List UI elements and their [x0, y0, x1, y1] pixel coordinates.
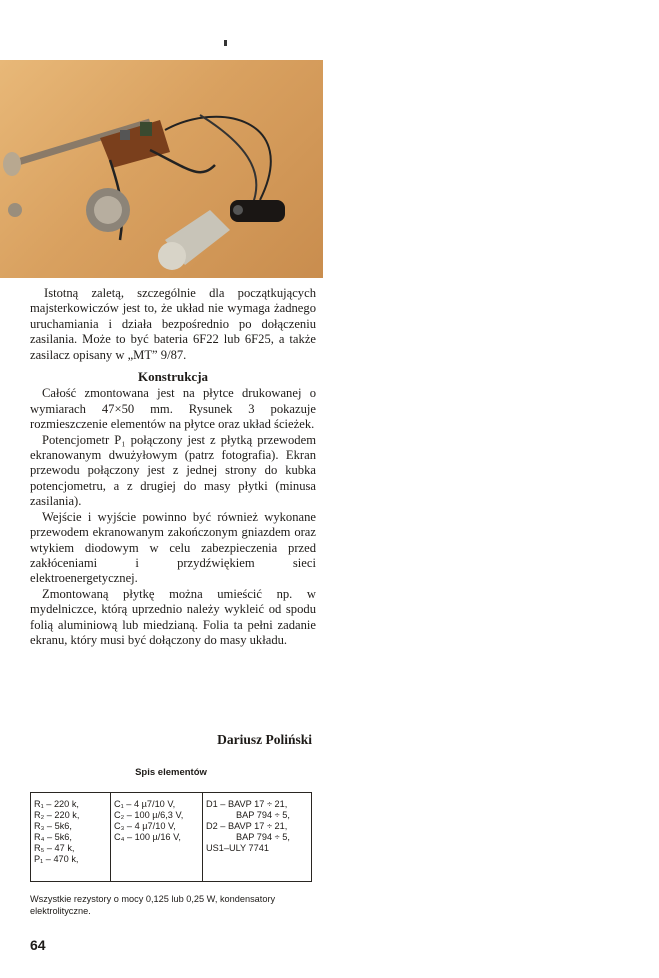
capacitors-cell — [111, 793, 203, 882]
circuit-photo — [0, 60, 323, 278]
parts-list-table — [30, 792, 312, 882]
table-row — [31, 793, 312, 882]
semiconductors-cell — [203, 793, 312, 882]
print-speck — [224, 40, 227, 46]
author-name: Dariusz Poliński — [217, 732, 312, 747]
circuit-photo-drawing — [0, 60, 323, 278]
article-body — [30, 286, 316, 648]
list-item: C₄ – 100 µ/16 V, — [114, 832, 181, 842]
list-item: C₁ – 4 µ7/10 V, — [114, 799, 176, 809]
footnote: Wszystkie rezystory o mocy 0,125 lub 0,25 W, kondensatory elektrolityczne. — [30, 894, 276, 916]
list-item: BAP 794 ÷ 5, — [236, 832, 290, 842]
list-item: BAP 794 ÷ 5, — [236, 810, 290, 820]
body-paragraph: Zmontowaną płytkę można umieścić np. w mydelniczce, którą uprzednio należy wykleić od spodu folią aluminiową lub miedzianą. Folia ta pełni zadanie ekranu, który musi być dołączony do masy układu. — [30, 586, 316, 647]
body-paragraph: Potencjometr P₁ połączony jest z płytką przewodem ekranowanym dwużyłowym (patrz fotografia). Ekran przewodu połączony jest z jednej strony do kubka potencjometru, a z drugiej do masy płytki (minusa zasilania). — [30, 432, 316, 509]
body-paragraph: Całość zmontowana jest na płytce drukowanej o wymiarach 47×50 mm. Rysunek 3 pokazuje rozmieszczenie elementów na płytce oraz układ ścieżek. — [30, 386, 316, 432]
list-item: R₄ – 5k6, — [34, 832, 72, 842]
list-item: D2 – BAVP 17 ÷ 21, — [206, 821, 288, 831]
list-item: R₁ – 220 k, — [34, 799, 79, 809]
list-item: R₂ – 220 k, — [34, 810, 80, 820]
list-item: D1 – BAVP 17 ÷ 21, — [206, 799, 288, 809]
section-heading: Konstrukcja — [137, 369, 209, 385]
list-item: C₂ – 100 µ/6,3 V, — [114, 810, 184, 820]
list-item: US1–ULY 7741 — [206, 843, 269, 853]
intro-paragraph: Istotną zaletą, szczególnie dla początkujących majsterkowiczów jest to, że układ nie wymaga żadnego uruchamiania i działa bezpośrednio po dołączeniu zasilania. Może to być bateria 6F22 lub 6F25, a także zasilacz opisany w „MT” 9/87. — [30, 286, 316, 362]
parts-list-title: Spis elementów — [135, 767, 207, 778]
list-item: P₁ – 470 k, — [34, 854, 79, 864]
list-item: R₃ – 5k6, — [34, 821, 72, 831]
list-item: C₃ – 4 µ7/10 V, — [114, 821, 176, 831]
page-number: 64 — [30, 937, 46, 953]
list-item: R₅ – 47 k, — [34, 843, 75, 853]
body-paragraph: Wejście i wyjście powinno być również wykonane przewodem ekranowanym zakończonym gniazdem oraz wtykiem diodowym w celu zabezpieczenia przed zakłóceniami i przydźwiękiem sieci elektroenergetycznej. — [30, 509, 316, 586]
resistors-cell — [31, 793, 111, 882]
